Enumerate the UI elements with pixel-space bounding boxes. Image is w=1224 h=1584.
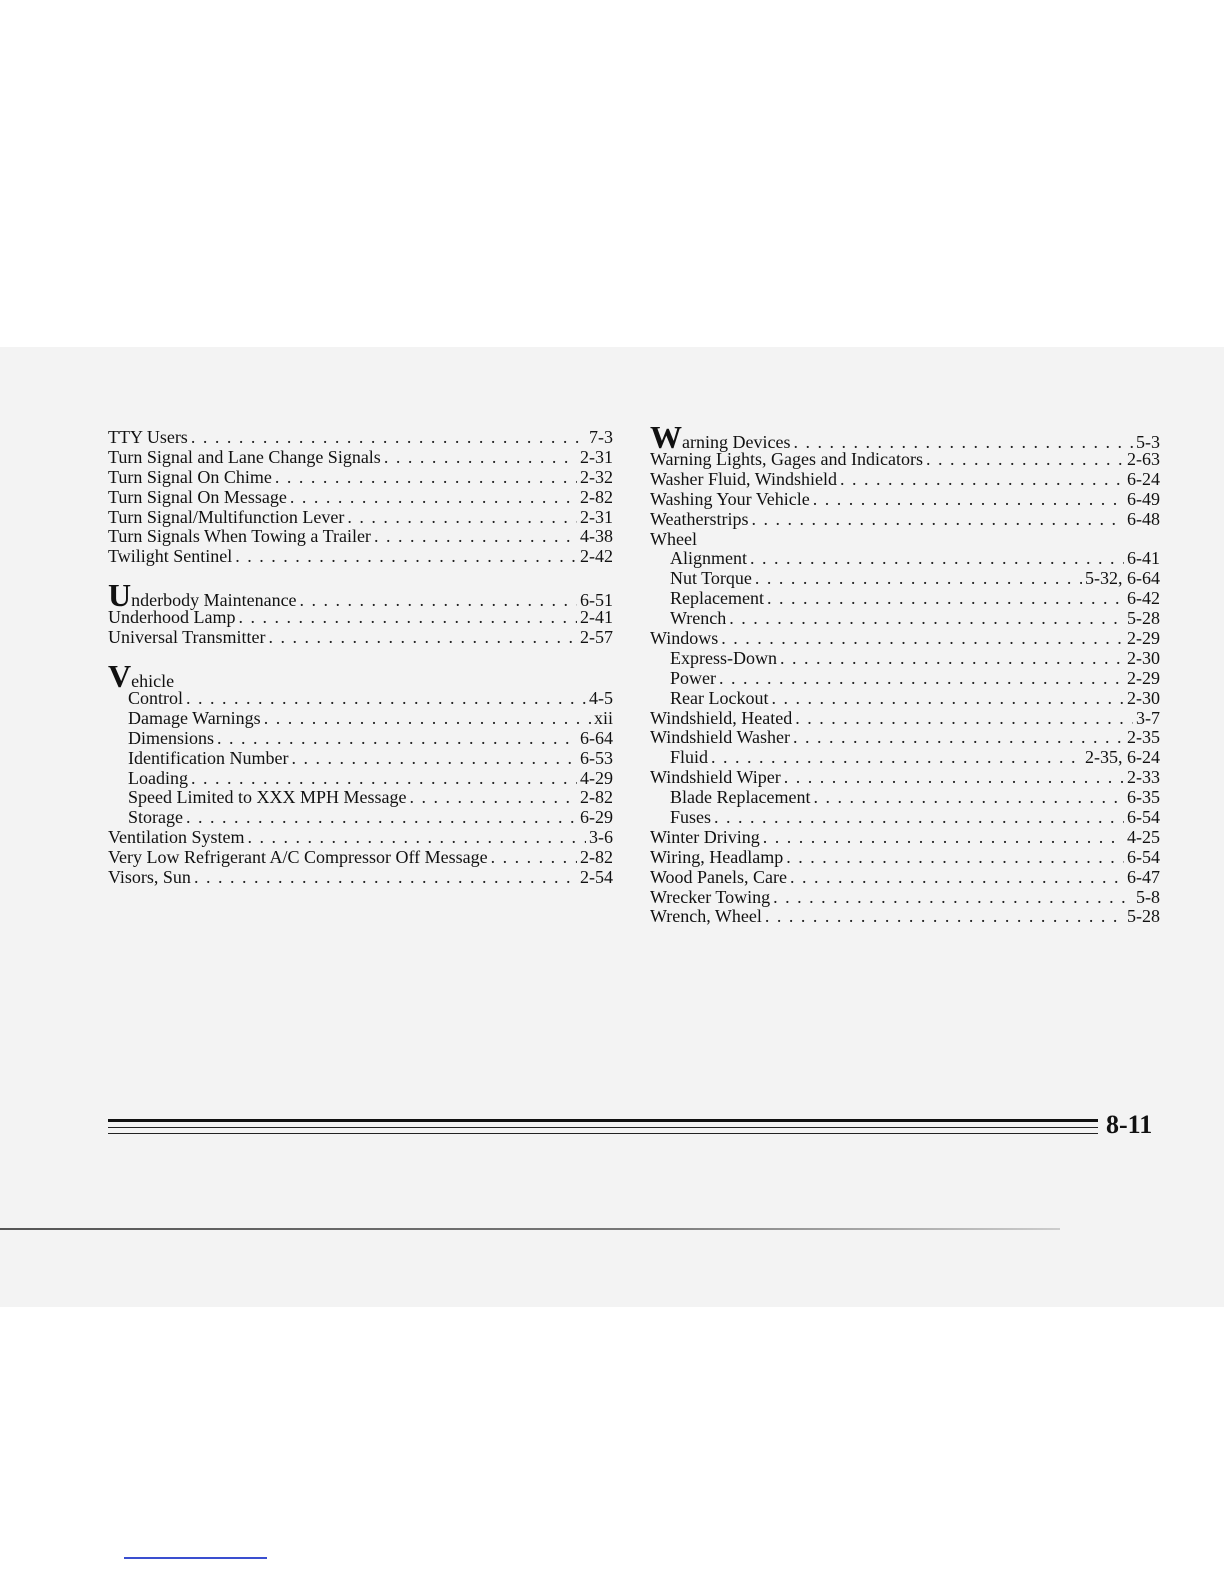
index-entry [650, 450, 1160, 470]
index-entry-label: Winter Driving [650, 826, 760, 847]
dot-leader [235, 608, 580, 628]
index-entry [650, 530, 1160, 550]
dot-leader [747, 549, 1127, 569]
index-entry-label: Twilight Sentinel [108, 546, 233, 567]
section-initial: V [108, 658, 132, 695]
index-entry [650, 848, 1160, 868]
index-entry [108, 508, 613, 528]
section-gap [108, 648, 613, 667]
index-subentry-label: Blade Replacement [670, 787, 811, 808]
index-subentry-label: Nut Torque [670, 568, 752, 589]
index-entry-page: 6-24 [1127, 468, 1160, 489]
index-entry-page: 3-7 [1136, 707, 1160, 728]
index-subentry-label: Wrench [670, 608, 727, 629]
dot-leader [406, 788, 580, 808]
index-entry [108, 749, 613, 769]
index-entry-label-rest: ehicle [131, 671, 175, 692]
page-number: 8-11 [1106, 1110, 1153, 1139]
dot-leader [792, 709, 1136, 729]
index-entry-page: 6-54 [1127, 807, 1160, 828]
index-entry-label: Wheel [650, 528, 697, 549]
index-entry [108, 658, 613, 695]
dot-leader [726, 609, 1127, 629]
index-entry [650, 669, 1160, 689]
dot-leader [188, 769, 580, 789]
index-entry-page: 6-48 [1127, 508, 1160, 529]
dot-leader [711, 808, 1127, 828]
index-entry-label: Weatherstrips [650, 508, 749, 529]
index-entry-label: Visors, Sun [108, 867, 191, 888]
index-subentry-label: Fluid [670, 747, 709, 768]
index-subentry-label: Loading [128, 767, 188, 788]
index-subentry-label: Replacement [670, 588, 764, 609]
section-gap [108, 567, 613, 586]
dot-leader [810, 788, 1127, 808]
index-entry-page: 6-47 [1127, 866, 1160, 887]
dot-leader [266, 628, 581, 648]
index-entry [650, 728, 1160, 748]
index-entry-page: 2-54 [580, 867, 613, 888]
index-entry [108, 788, 613, 808]
index-entry [108, 808, 613, 828]
dot-leader [760, 828, 1127, 848]
index-entry [650, 689, 1160, 709]
index-subentry-label: Control [128, 688, 184, 709]
index-entry-page: 2-30 [1127, 647, 1160, 668]
index-entry [650, 649, 1160, 669]
bottom-mark [124, 1557, 267, 1559]
index-entry-page: 6-54 [1127, 846, 1160, 867]
index-entry-page: 2-41 [580, 607, 613, 628]
dot-leader [371, 527, 580, 547]
index-entry-page: 6-64 [580, 727, 613, 748]
index-entry-label: Wrench, Wheel [650, 906, 762, 927]
index-entry [650, 490, 1160, 510]
dot-leader [762, 907, 1127, 927]
index-entry [650, 868, 1160, 888]
index-entry-page: 6-41 [1127, 548, 1160, 569]
index-entry [108, 547, 613, 567]
index-entry [650, 788, 1160, 808]
index-entry [650, 748, 1160, 768]
index-entry-label: Turn Signal and Lane Change Signals [108, 446, 381, 467]
index-entry-label: Washer Fluid, Windshield [650, 468, 837, 489]
index-entry-label-rest: arning Devices [682, 432, 791, 452]
index-entry-label: Underhood Lamp [108, 607, 236, 628]
index-entry-label-rest: nderbody Maintenance [131, 590, 297, 611]
dot-leader [272, 468, 580, 488]
index-entry [650, 629, 1160, 649]
index-entry-page: 2-33 [1127, 767, 1160, 788]
index-entry-page: 2-35 [1127, 727, 1160, 748]
footer-rule [108, 1133, 1098, 1134]
dot-leader [288, 749, 580, 769]
dot-leader [923, 450, 1127, 470]
index-entry-page: 2-42 [580, 546, 613, 567]
index-subentry-label: Alignment [670, 548, 747, 569]
index-entry-label: Turn Signal/Multifunction Lever [108, 506, 345, 527]
dot-leader [718, 629, 1127, 649]
section-initial: U [108, 577, 132, 614]
index-entry-page: 6-49 [1127, 488, 1160, 509]
dot-leader [749, 510, 1127, 530]
scan-edge-line [0, 1228, 1060, 1230]
dot-leader [344, 508, 580, 528]
dot-leader [837, 470, 1127, 490]
index-entry-page: 5-8 [1136, 886, 1160, 907]
index-entry-page: 6-51 [580, 590, 613, 611]
index-entry-page: 2-82 [580, 787, 613, 808]
index-entry-page: 6-35 [1127, 787, 1160, 808]
dot-leader [188, 428, 589, 448]
index-entry [650, 510, 1160, 530]
index-entry [650, 549, 1160, 569]
index-entry [108, 868, 613, 888]
index-entry-label: TTY Users [108, 427, 188, 447]
section-initial: W [650, 419, 682, 455]
dot-leader [287, 488, 580, 508]
dot-leader [783, 848, 1127, 868]
index-entry-page: 2-57 [580, 627, 613, 648]
index-entry-page: 2-32 [580, 466, 613, 487]
index-entry [650, 709, 1160, 729]
index-entry-label: Wiring, Headlamp [650, 846, 784, 867]
index-entry [650, 907, 1160, 927]
index-subentry-label: Rear Lockout [670, 687, 769, 708]
dot-leader [261, 709, 594, 729]
index-entry [108, 628, 613, 648]
index-subentry-label: Damage Warnings [128, 707, 261, 728]
index-entry-label: Turn Signals When Towing a Trailer [108, 526, 371, 547]
index-column-right [650, 419, 1160, 927]
index-entry [108, 468, 613, 488]
index-entry-page: 2-82 [580, 486, 613, 507]
index-entry [650, 808, 1160, 828]
index-entry-label: Windshield Washer [650, 727, 790, 748]
index-subentry-label: Identification Number [128, 747, 289, 768]
dot-leader [752, 569, 1085, 589]
index-subentry-label: Power [670, 667, 716, 688]
index-entry [650, 768, 1160, 788]
dot-leader [764, 589, 1127, 609]
index-entry-page: 6-29 [580, 807, 613, 828]
dot-leader [488, 848, 580, 868]
index-entry-label: Windshield Wiper [650, 767, 781, 788]
index-entry-page: 2-31 [580, 446, 613, 467]
dot-leader [768, 689, 1127, 709]
dot-leader [191, 868, 580, 888]
index-column-left [108, 428, 613, 888]
index-entry [650, 419, 1160, 455]
dot-leader [790, 728, 1127, 748]
index-entry-page: 2-29 [1127, 667, 1160, 688]
dot-leader [770, 888, 1136, 908]
dot-leader [781, 768, 1127, 788]
index-entry [108, 848, 613, 868]
index-entry [650, 888, 1160, 908]
index-entry-page: 5-3 [1136, 432, 1160, 452]
index-entry-page: 4-38 [580, 526, 613, 547]
dot-leader [214, 729, 580, 749]
index-entry-label: Wrecker Towing [650, 886, 771, 907]
index-entry-page: 5-32, 6-64 [1085, 568, 1160, 589]
index-entry-page: 2-31 [580, 506, 613, 527]
dot-leader [183, 689, 589, 709]
dot-leader [183, 808, 580, 828]
dot-leader [232, 547, 580, 567]
index-entry [650, 589, 1160, 609]
index-entry-page: 2-35, 6-24 [1085, 747, 1160, 768]
index-entry [108, 448, 613, 468]
index-entry [108, 428, 613, 448]
index-entry-label: Very Low Refrigerant A/C Compressor Off Message [108, 847, 488, 868]
index-entry-page: xii [593, 707, 613, 728]
index-subentry-label: Speed Limited to XXX MPH Message [128, 787, 407, 808]
index-entry-page: 6-42 [1127, 588, 1160, 609]
index-entry-label: Windshield, Heated [650, 707, 793, 728]
index-entry [650, 828, 1160, 848]
index-entry-label: Universal Transmitter [108, 627, 266, 648]
index-entry-label: Warning Lights, Gages and Indicators [650, 449, 923, 469]
index-entry [108, 608, 613, 628]
index-entry-label: Turn Signal On Message [108, 486, 287, 507]
index-entry-label: Washing Your Vehicle [650, 488, 810, 509]
index-entry [108, 577, 613, 614]
index-entry-page: 5-28 [1127, 608, 1160, 629]
index-entry-label: Wood Panels, Care [650, 866, 788, 887]
index-entry [108, 527, 613, 547]
index-entry [650, 470, 1160, 490]
index-entry-page: 4-5 [589, 688, 613, 709]
dot-leader [777, 649, 1127, 669]
index-entry [108, 729, 613, 749]
index-entry [108, 769, 613, 789]
index-entry-page: 3-6 [589, 827, 613, 848]
index-entry [650, 569, 1160, 589]
index-entry-label: Windows [650, 628, 719, 649]
index-entry-page: 6-53 [580, 747, 613, 768]
dot-leader [787, 868, 1127, 888]
index-subentry-label: Dimensions [128, 727, 215, 748]
index-entry-page: 2-29 [1127, 628, 1160, 649]
index-entry [108, 828, 613, 848]
index-subentry-label: Storage [128, 807, 183, 828]
index-subentry-label: Fuses [670, 807, 712, 828]
index-entry-page: 2-82 [580, 847, 613, 868]
dot-leader [810, 490, 1127, 510]
index-entry-label: Ventilation System [108, 827, 245, 848]
index-entry [108, 709, 613, 729]
index-entry-label: Turn Signal On Chime [108, 466, 272, 487]
index-entry-page: 7-3 [589, 427, 613, 447]
index-entry [108, 689, 613, 709]
index-entry [650, 609, 1160, 629]
index-entry [108, 488, 613, 508]
index-subentry-label: Express-Down [670, 647, 777, 668]
index-entry-page: 2-63 [1127, 449, 1160, 469]
index-entry-page: 2-30 [1127, 687, 1160, 708]
dot-leader [245, 828, 590, 848]
footer-rule [108, 1127, 1098, 1128]
index-entry-page: 5-28 [1127, 906, 1160, 927]
dot-leader [716, 669, 1127, 689]
dot-leader [381, 448, 580, 468]
dot-leader [708, 748, 1085, 768]
index-entry-page: 4-29 [580, 767, 613, 788]
footer-rule [108, 1119, 1098, 1122]
index-entry-page: 4-25 [1127, 826, 1160, 847]
